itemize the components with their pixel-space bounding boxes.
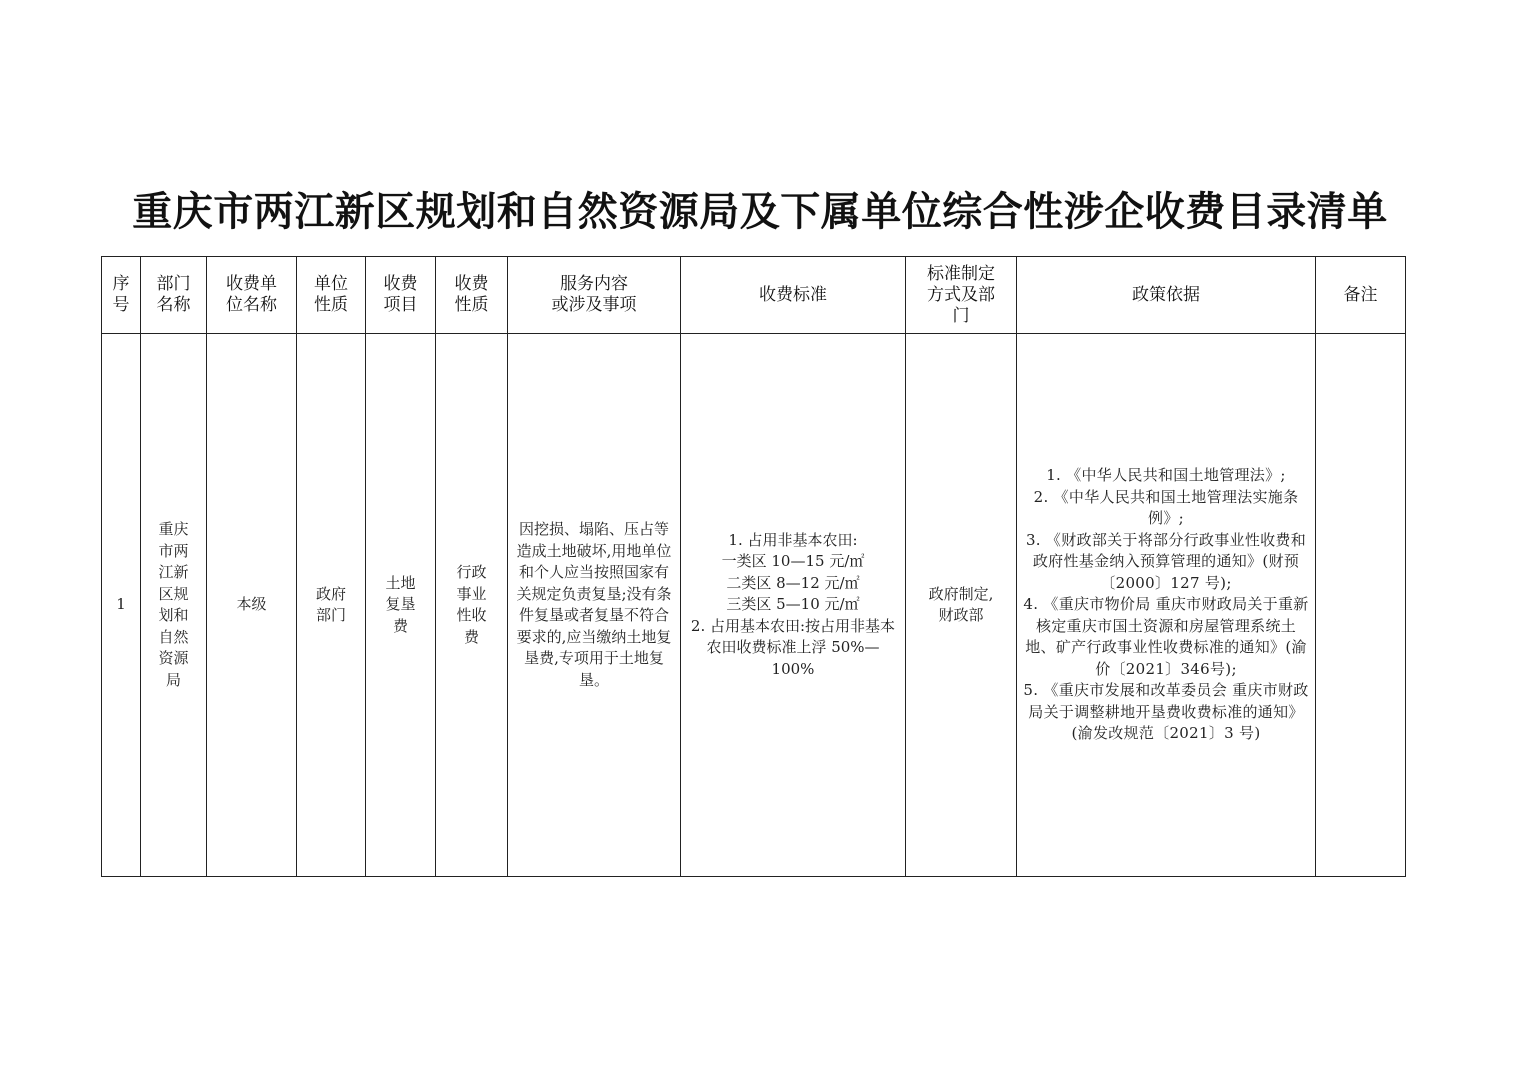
header-dept: 部门 名称 xyxy=(141,257,207,334)
cell-policy: 1. 《中华人民共和国土地管理法》; 2. 《中华人民共和国土地管理法实施条例》; 3. 《财政部关于将部分行政事业性收费和政府性基金纳入预算管理的通知》(财预〔2000〕127 号); 4. 《重庆市物价局 重庆市财政局关于重新核定重庆市国土资源和房屋管理系统土地、矿产行政事业性收费标准的通知》(渝价〔2021〕346号); 5. 《重庆市发展和改革委员会 重庆市财政局关于调整耕地开垦费收费标准的通知》(渝发改规范〔2021〕3 号) xyxy=(1017,334,1316,877)
header-nature: 单位 性质 xyxy=(297,257,366,334)
header-method: 标准制定 方式及部 门 xyxy=(906,257,1017,334)
header-remark: 备注 xyxy=(1316,257,1406,334)
cell-dept: 重庆市两江新区规划和自然资源局 xyxy=(141,334,207,877)
cell-nature: 政府 部门 xyxy=(297,334,366,877)
header-item: 收费 项目 xyxy=(366,257,436,334)
cell-remark xyxy=(1316,334,1406,877)
table-header-row xyxy=(102,257,1406,334)
header-policy: 政策依据 xyxy=(1017,257,1316,334)
cell-fee-type: 行政 事业 性收 费 xyxy=(436,334,508,877)
table-row xyxy=(102,334,1406,877)
header-unit: 收费单 位名称 xyxy=(207,257,297,334)
header-fee-type: 收费 性质 xyxy=(436,257,508,334)
header-standard: 收费标准 xyxy=(681,257,906,334)
cell-item: 土地 复垦 费 xyxy=(366,334,436,877)
cell-standard: 1. 占用非基本农田: 一类区 10—15 元/㎡ 二类区 8—12 元/㎡ 三类区 5—10 元/㎡ 2. 占用基本农田:按占用非基本农田收费标准上浮 50%—100% xyxy=(681,334,906,877)
fee-catalog-table xyxy=(101,256,1406,877)
header-seq: 序 号 xyxy=(102,257,141,334)
cell-seq: 1 xyxy=(102,334,141,877)
cell-service: 因挖损、塌陷、压占等造成土地破坏,用地单位和个人应当按照国家有关规定负责复垦;没有条件复垦或者复垦不符合要求的,应当缴纳土地复垦费,专项用于土地复垦。 xyxy=(508,334,681,877)
cell-method: 政府制定, 财政部 xyxy=(906,334,1017,877)
cell-unit: 本级 xyxy=(207,334,297,877)
header-service: 服务内容 或涉及事项 xyxy=(508,257,681,334)
document-title: 重庆市两江新区规划和自然资源局及下属单位综合性涉企收费目录清单 xyxy=(132,188,1388,235)
